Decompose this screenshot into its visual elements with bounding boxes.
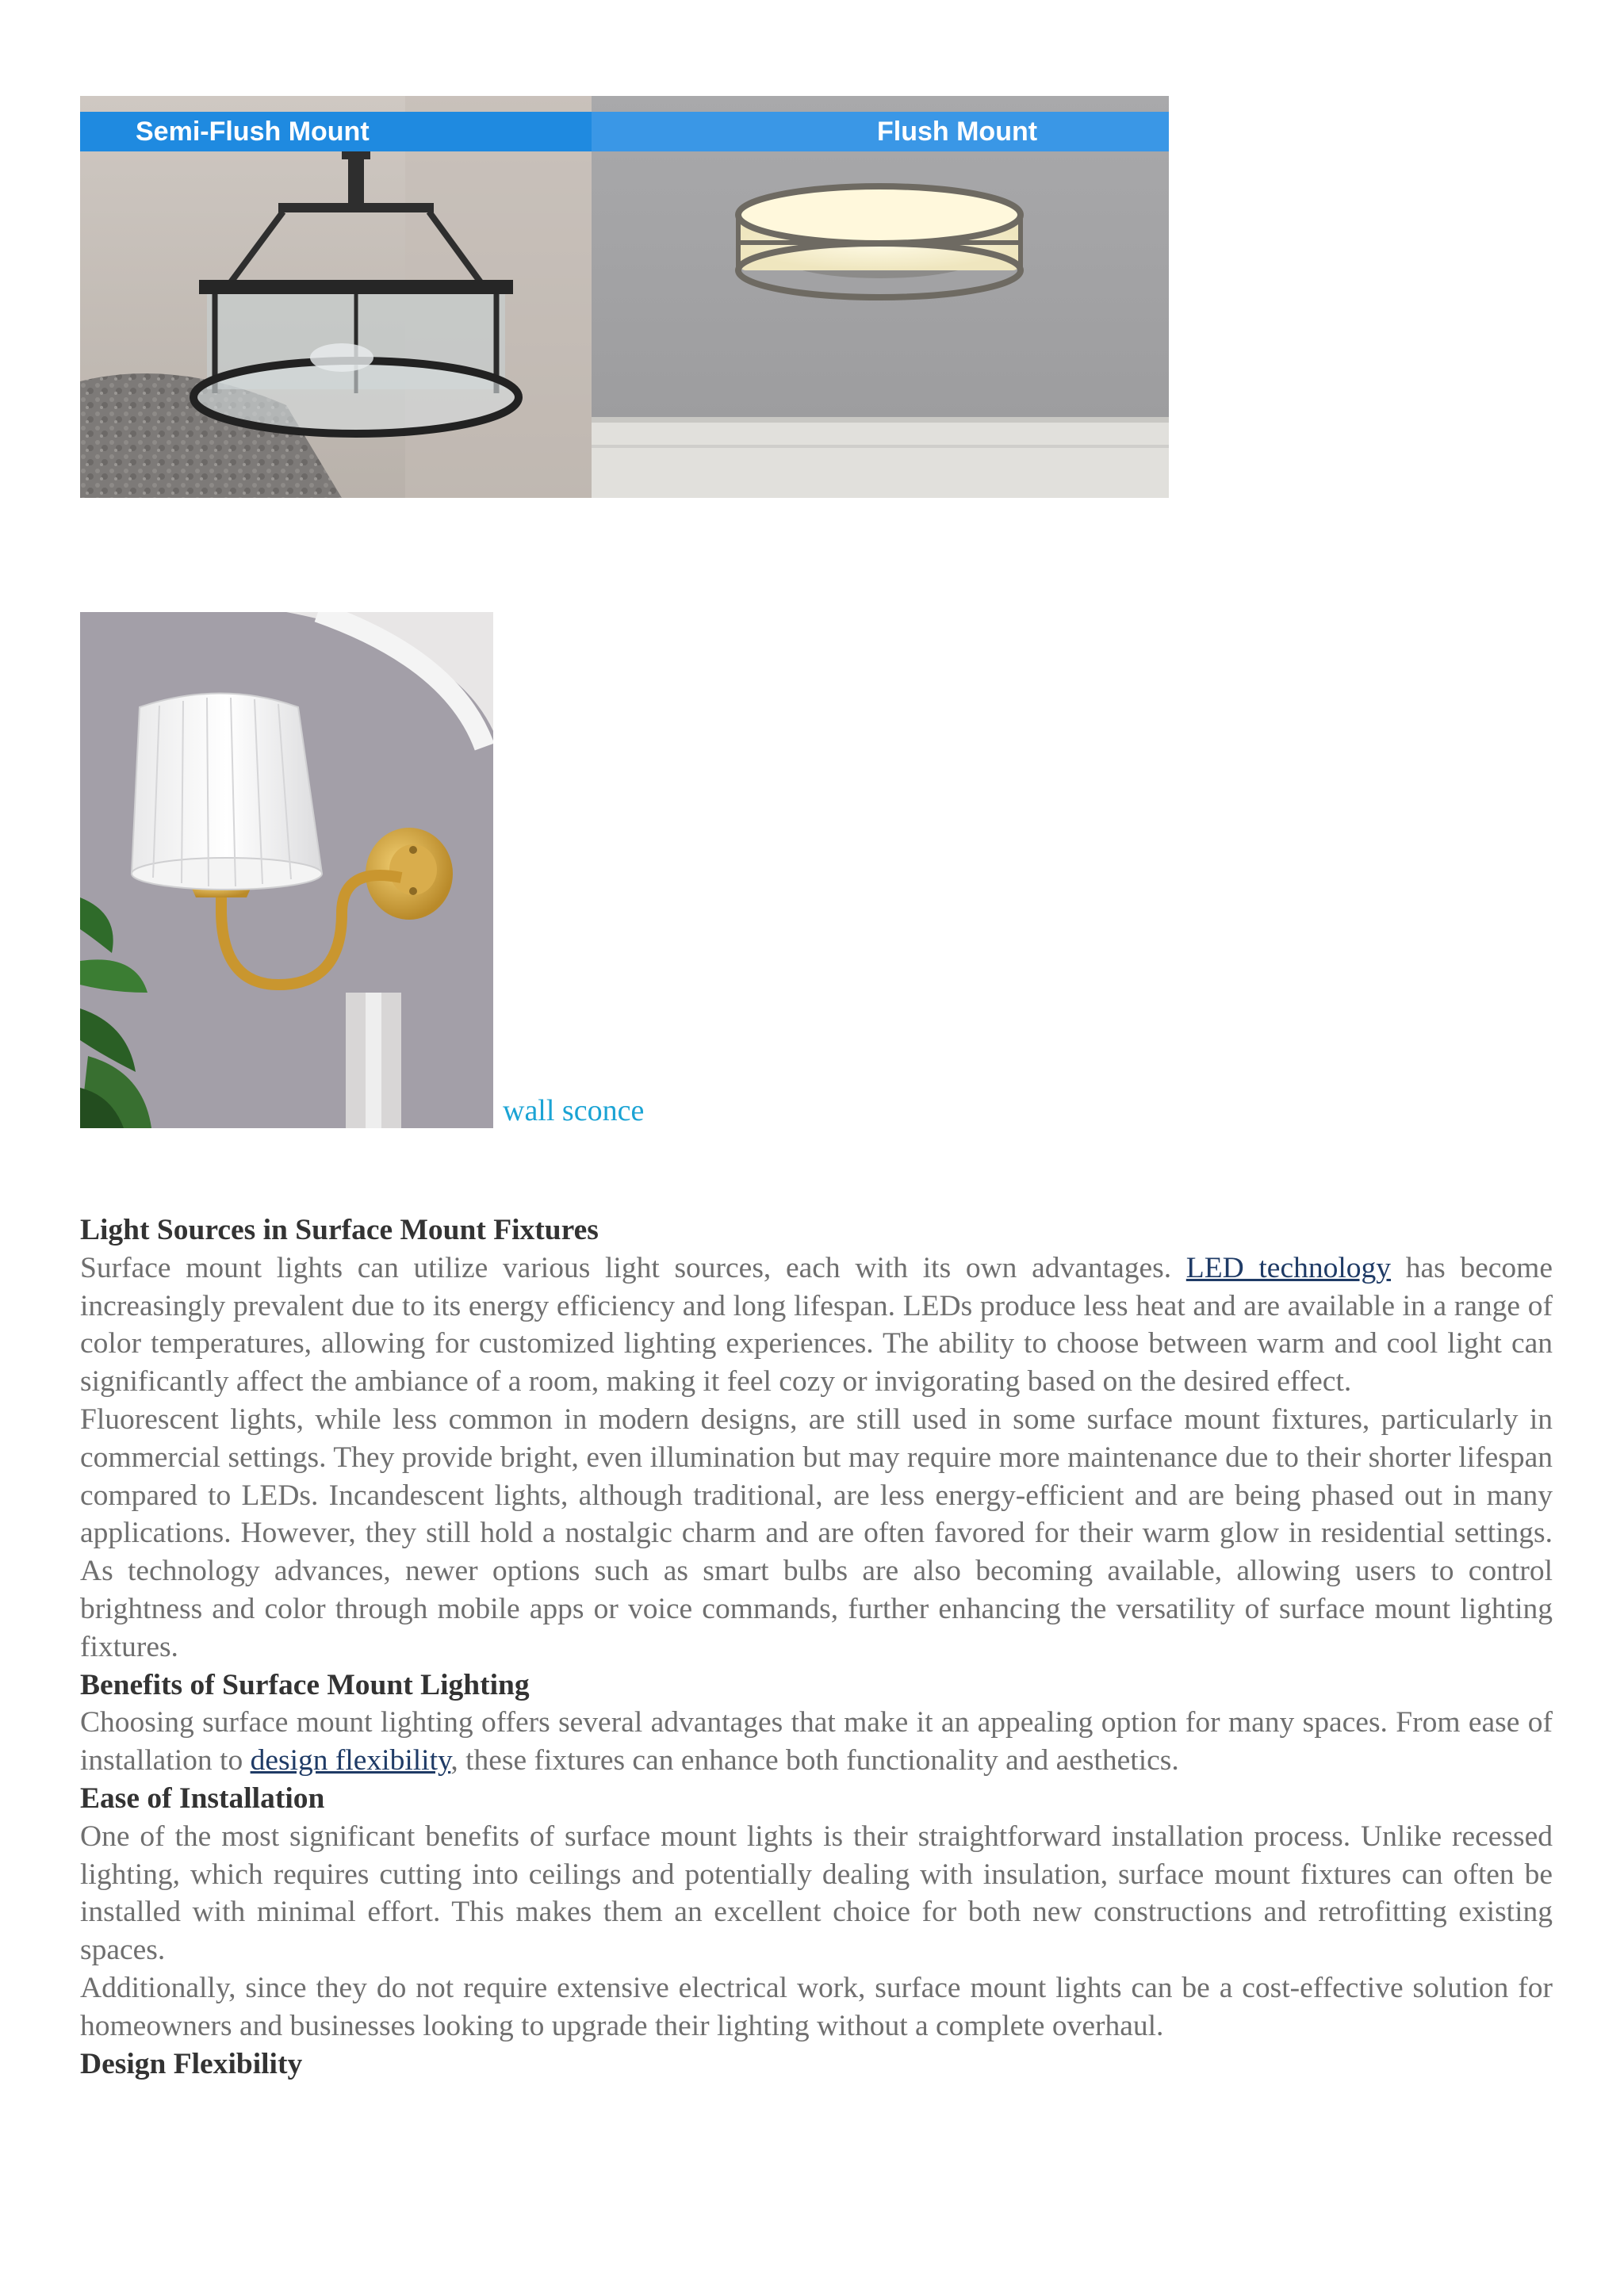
wall-sconce-image <box>80 612 493 1128</box>
paragraph-led <box>80 1249 1553 1401</box>
semi-flush-label: Semi-Flush Mount <box>136 117 370 147</box>
heading-ease-of-installation: Ease of Installation <box>80 1781 325 1815</box>
heading-light-sources: Light Sources in Surface Mount Fixtures <box>80 1214 599 1246</box>
led-technology-link[interactable]: LED technology <box>1185 1251 1392 1284</box>
design-flexibility-link[interactable]: design flexibility <box>250 1744 451 1777</box>
paragraph-text: , these fixtures can enhance both functionality and aesthetics. <box>450 1744 1179 1777</box>
heading-design-flexibility: Design Flexibility <box>80 2047 303 2080</box>
heading-benefits: Benefits of Surface Mount Lighting <box>80 1668 530 1701</box>
paragraph-text: Choosing surface mount lighting offers several advantages that make it an appealing option for many spaces. From ease of installation to <box>80 1706 1553 1777</box>
paragraph-fluorescent: Fluorescent lights, while less common in modern designs, are still used in some surface mount fixtures, particularly in commercial settings. They provide bright, even illumination but may require more maintenance due to their shorter lifespan compared to LEDs. Incandescent lights, although traditional, are less energy-efficient and are being phased out in many applications. However, they still hold a nostalgic charm and are often favored for their warm glow in residential settings. As technology advances, newer options such as smart bulbs are also becoming available, allowing users to control brightness and color through mobile apps or voice commands, further enhancing the versatility of surface mount lighting fixtures. <box>80 1402 1553 1663</box>
paragraph-cost: Additionally, since they do not require extensive electrical work, surface mount lights can be a cost-effective solution for homeowners and businesses looking to upgrade their lighting without a complete overhaul. <box>80 1971 1553 2042</box>
flush-label: Flush Mount <box>877 117 1038 147</box>
paragraph-installation: One of the most significant benefits of surface mount lights is their straightforward installation process. Unlike recessed lighting, which requires cutting into ceilings and potentially dealing with insulation, surface mount fixtures can often be installed with minimal effort. This makes them an excellent choice for both new constructions and retrofitting existing spaces. <box>80 1820 1553 1967</box>
article-body <box>80 1211 1553 2083</box>
paragraph-text: has become increasingly prevalent due to its energy efficiency and long lifespan. LEDs produce less heat and are available in a range of color temperatures, allowing for customized lighting experiences. The ability to choose between warm and cool light can significantly affect the ambiance of a room, making it feel cozy or invigorating based on the desired effect. <box>80 1251 1553 1399</box>
wall-sconce-caption: wall sconce <box>503 1094 645 1127</box>
paragraph-text: Surface mount lights can utilize various light sources, each with its own advantages. <box>80 1251 1186 1284</box>
mount-comparison-image <box>80 96 1169 498</box>
paragraph-benefits <box>80 1704 1553 1780</box>
